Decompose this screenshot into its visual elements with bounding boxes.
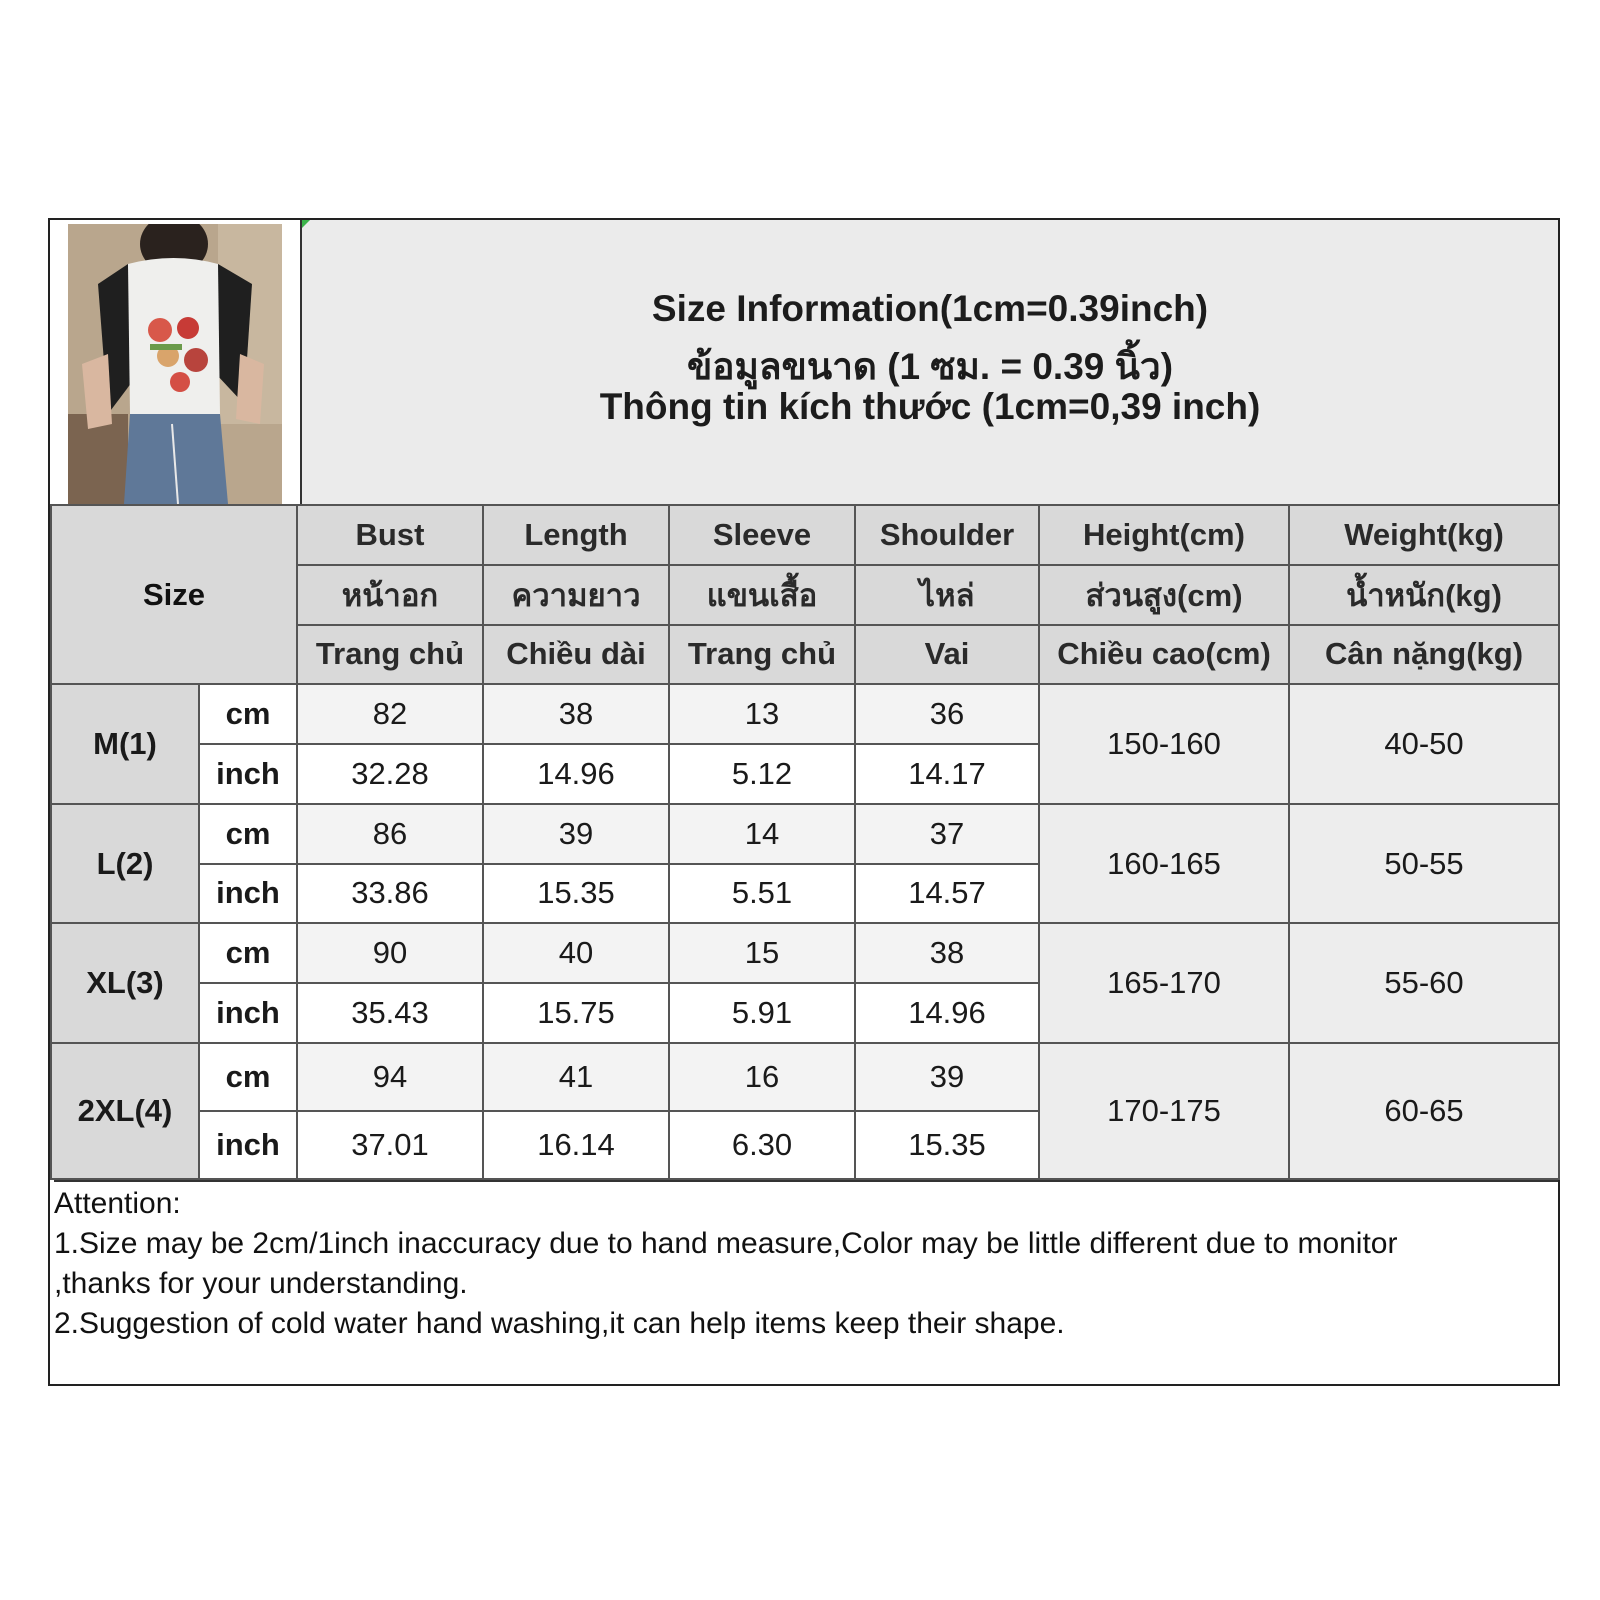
- unit-label: cm: [199, 923, 297, 983]
- bust-value: 37.01: [297, 1111, 483, 1179]
- size-label: XL(3): [51, 923, 199, 1043]
- length-value: 40: [483, 923, 669, 983]
- size-label: L(2): [51, 804, 199, 924]
- height-range: 150-160: [1039, 684, 1289, 804]
- shoulder-value: 14.57: [855, 864, 1039, 924]
- weight-range: 50-55: [1289, 804, 1559, 924]
- sleeve-value: 16: [669, 1043, 855, 1111]
- title-panel: [302, 220, 1558, 506]
- height-range: 170-175: [1039, 1043, 1289, 1179]
- unit-label: inch: [199, 1111, 297, 1179]
- size-chart: [48, 218, 1560, 1386]
- product-photo: [68, 224, 282, 504]
- unit-label: inch: [199, 744, 297, 804]
- header-sleeve: Sleeve: [669, 505, 855, 565]
- length-value: 15.35: [483, 864, 669, 924]
- length-value: 41: [483, 1043, 669, 1111]
- shoulder-value: 38: [855, 923, 1039, 983]
- size-label: M(1): [51, 684, 199, 804]
- bust-value: 86: [297, 804, 483, 864]
- header-weight: Weight(kg): [1289, 505, 1559, 565]
- bust-value: 90: [297, 923, 483, 983]
- header-weight-thai: น้ำหนัก(kg): [1289, 565, 1559, 625]
- header-height-thai: ส่วนสูง(cm): [1039, 565, 1289, 625]
- table-row: [51, 923, 1559, 983]
- size-column-header: Size: [51, 505, 297, 684]
- bust-value: 82: [297, 684, 483, 744]
- unit-label: inch: [199, 983, 297, 1043]
- header-shoulder-vietnamese: Vai: [855, 625, 1039, 685]
- header-height-vietnamese: Chiều cao(cm): [1039, 625, 1289, 685]
- header-length-vietnamese: Chiều dài: [483, 625, 669, 685]
- shoulder-value: 37: [855, 804, 1039, 864]
- length-value: 38: [483, 684, 669, 744]
- header-bust-thai: หน้าอก: [297, 565, 483, 625]
- height-range: 165-170: [1039, 923, 1289, 1043]
- length-value: 14.96: [483, 744, 669, 804]
- unit-label: cm: [199, 804, 297, 864]
- weight-range: 55-60: [1289, 923, 1559, 1043]
- note-line-2: 2.Suggestion of cold water hand washing,it can help items keep their shape.: [54, 1307, 1065, 1340]
- sleeve-value: 15: [669, 923, 855, 983]
- unit-label: cm: [199, 684, 297, 744]
- shoulder-value: 14.96: [855, 983, 1039, 1043]
- weight-range: 60-65: [1289, 1043, 1559, 1179]
- header-length: Length: [483, 505, 669, 565]
- notes-heading: Attention:: [54, 1187, 181, 1220]
- sleeve-value: 5.91: [669, 983, 855, 1043]
- title-thai: ข้อมูลขนาด (1 ซม. = 0.39 นิ้ว): [686, 346, 1174, 387]
- bust-value: 94: [297, 1043, 483, 1111]
- header-bust: Bust: [297, 505, 483, 565]
- header-weight-vietnamese: Cân nặng(kg): [1289, 625, 1559, 685]
- header-shoulder: Shoulder: [855, 505, 1039, 565]
- size-label: 2XL(4): [51, 1043, 199, 1179]
- header-shoulder-thai: ไหล่: [855, 565, 1039, 625]
- note-line-1: 1.Size may be 2cm/1inch inaccuracy due to hand measure,Color may be little different due to monitor: [54, 1227, 1398, 1260]
- bust-value: 33.86: [297, 864, 483, 924]
- sleeve-value: 14: [669, 804, 855, 864]
- length-value: 16.14: [483, 1111, 669, 1179]
- length-value: 39: [483, 804, 669, 864]
- shoulder-value: 36: [855, 684, 1039, 744]
- header-row-english: [51, 505, 1559, 565]
- title-vietnamese: Thông tin kích thước (1cm=0,39 inch): [599, 386, 1261, 427]
- table-row: [51, 804, 1559, 864]
- table-row: [51, 684, 1559, 744]
- bust-value: 32.28: [297, 744, 483, 804]
- length-value: 15.75: [483, 983, 669, 1043]
- size-table: [50, 504, 1560, 1180]
- header-height: Height(cm): [1039, 505, 1289, 565]
- table-row: [51, 1043, 1559, 1111]
- header-length-thai: ความยาว: [483, 565, 669, 625]
- note-line-1-continued: ,thanks for your understanding.: [54, 1267, 468, 1300]
- attention-notes: [54, 1180, 1558, 1384]
- header-sleeve-vietnamese: Trang chủ: [669, 625, 855, 685]
- height-range: 160-165: [1039, 804, 1289, 924]
- shoulder-value: 39: [855, 1043, 1039, 1111]
- header-sleeve-thai: แขนเสื้อ: [669, 565, 855, 625]
- unit-label: inch: [199, 864, 297, 924]
- shoulder-value: 15.35: [855, 1111, 1039, 1179]
- title-english: Size Information(1cm=0.39inch): [651, 288, 1209, 329]
- sleeve-value: 13: [669, 684, 855, 744]
- weight-range: 40-50: [1289, 684, 1559, 804]
- shoulder-value: 14.17: [855, 744, 1039, 804]
- sleeve-value: 5.12: [669, 744, 855, 804]
- product-photo-illustration: [68, 224, 282, 504]
- header-bust-vietnamese: Trang chủ: [297, 625, 483, 685]
- sleeve-value: 5.51: [669, 864, 855, 924]
- bust-value: 35.43: [297, 983, 483, 1043]
- sleeve-value: 6.30: [669, 1111, 855, 1179]
- corner-marker: [302, 220, 310, 228]
- unit-label: cm: [199, 1043, 297, 1111]
